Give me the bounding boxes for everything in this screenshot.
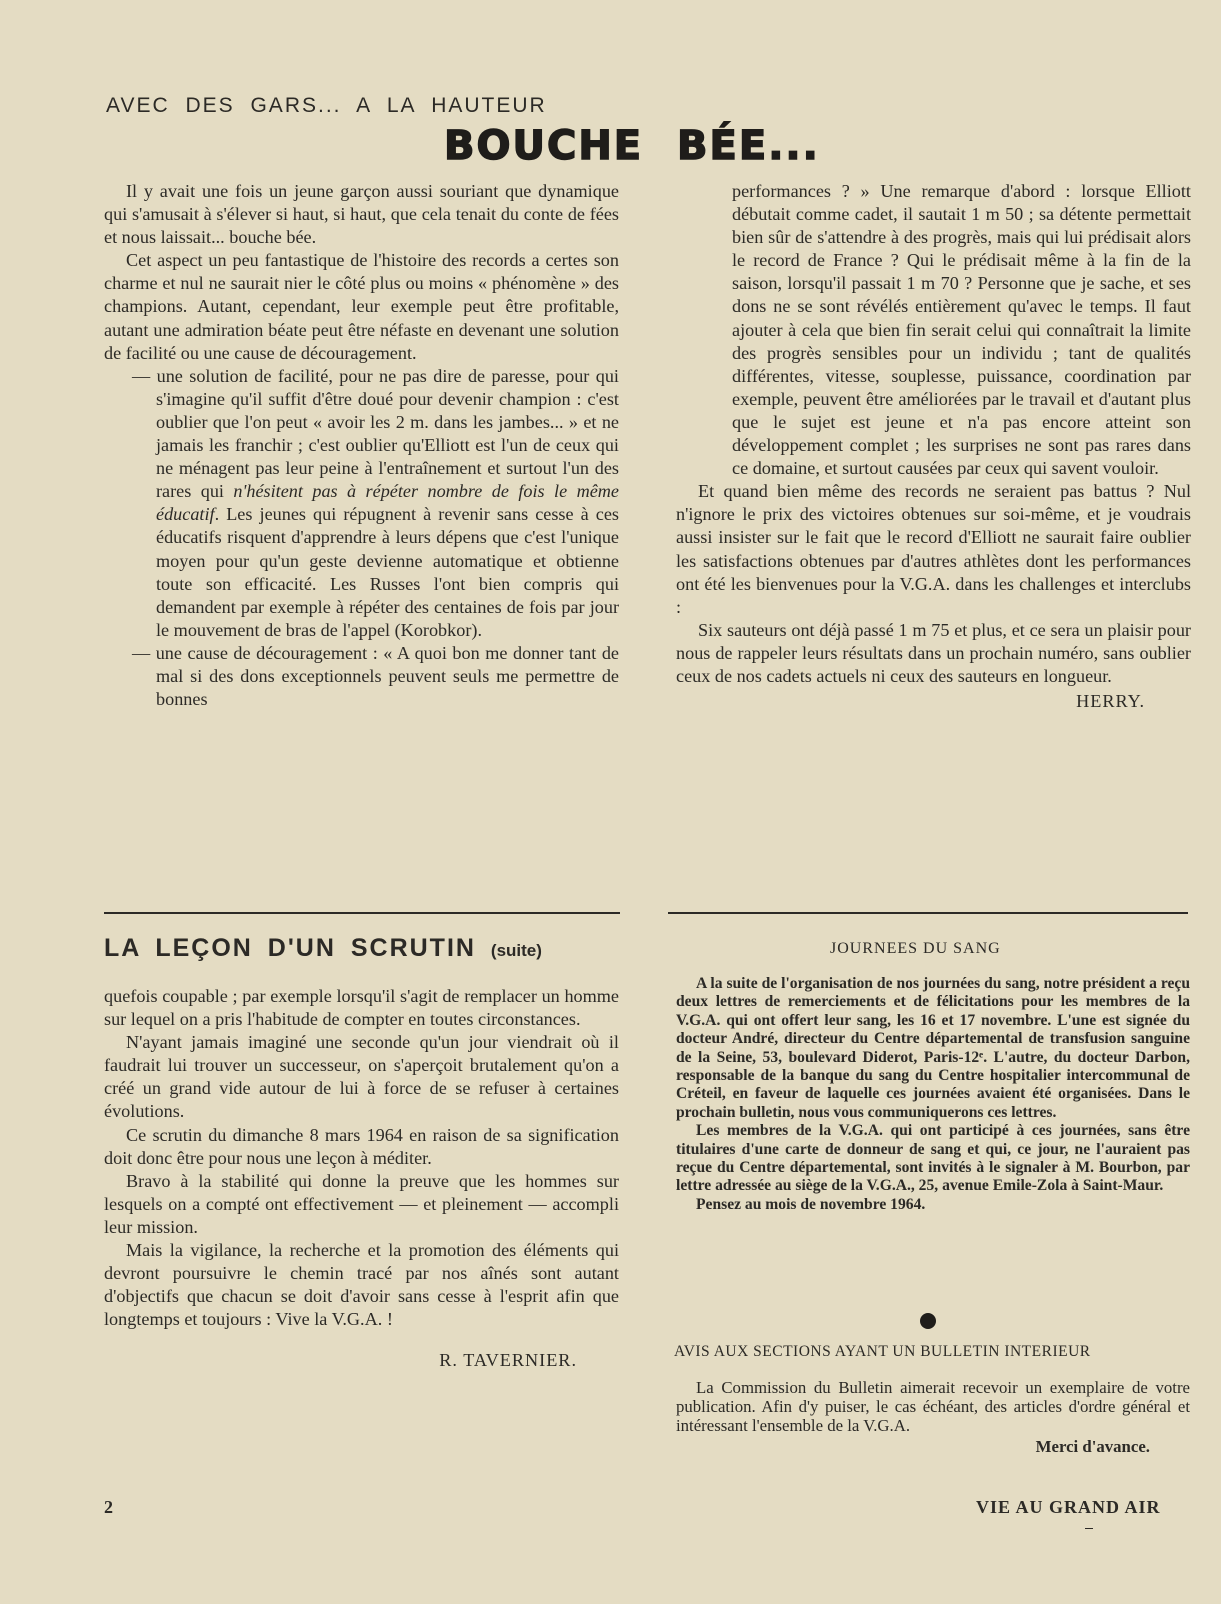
article2-signature: R. TAVERNIER. (439, 1350, 577, 1371)
article2-title: LA LEÇON D'UN SCRUTIN (suite) (104, 934, 542, 962)
article2-paragraph: quefois coupable ; par exemple lorsqu'il s'agit de remplacer un homme sur lequel on a pris l'habitude de compter en toutes circonstances. (104, 986, 619, 1030)
footer-mark (1085, 1528, 1093, 1529)
article1-paragraph: Six sauteurs ont déjà passé 1 m 75 et plus, et ce sera un plaisir pour nous de rappeler leurs résultats dans un prochain numéro, sans oublier ceux de nos cadets actuels ni ceux des sauteurs en longueur. (676, 619, 1191, 686)
section-divider (104, 912, 620, 914)
sang-paragraph: Les membres de la V.G.A. qui ont participé à ces journées, sans être titulaires d'une carte de donneur de sang et qui, ce jour, ne l'auraient pas reçue du Centre départemental, sont invités à le signaler à M. Bourbon, par lettre adressée au siège de la V.G.A., 25, avenue Emile-Zola à Saint-Maur. (676, 1122, 1190, 1195)
sang-paragraph: A la suite de l'organisation de nos journées du sang, notre président a reçu deux lettres de remerciements et de félicitations pour les membres de la V.G.A. qui ont offert leur sang, les 16 et 17 novembre. L'une est signée du docteur André, directeur du Centre départemental de transfusion sanguine de la Seine, 53, boulevard Diderot, Paris-12ᵉ. L'autre, du docteur Darbon, responsable de la banque du sang du Centre hospitalier intercommunal de Créteil, en faveur de laquelle ces journées avaient été organisées. Dans le prochain bulletin, nous vous communiquerons ces lettres. (676, 975, 1190, 1121)
separator-bullet-icon (920, 1313, 936, 1329)
article1-dash-item: — une cause de découragement : « A quoi bon me donner tant de mal si des dons exceptionnels peuvent seuls me permettre de bonnes (132, 642, 619, 710)
article1-paragraph: Cet aspect un peu fantastique de l'histoire des records a certes son charme et nul ne saurait nier le côté plus ou moins « phénomène » des champions. Autant, cependant, leur exemple peut être profitable, autant une admiration béate peut être néfaste en devenant une solution de facilité ou une cause de découragement. (104, 250, 619, 363)
article2-paragraph: N'ayant jamais imaginé une seconde qu'un jour viendrait où il faudrait lui trouver un successeur, on s'aperçoit brutalement qu'on a créé un grand vide autour de lui à force de se refuser à certaines évolutions. (104, 1032, 619, 1122)
avis-column (676, 1379, 1190, 1457)
section-divider (668, 912, 1188, 914)
article-kicker: AVEC DES GARS... A LA HAUTEUR (106, 94, 547, 117)
article1-signature: HERRY. (1076, 691, 1145, 712)
article1-paragraph: Et quand bien même des records ne seraient pas battus ? Nul n'ignore le prix des victoires obtenues sur soi-même, et je voudrais aussi insister sur le fait que le record d'Elliott ne saurait faire oublier les satisfactions obtenues par d'autres athlètes dont les performances ont été les bienvenues pour la V.G.A. dans les challenges et interclubs : (676, 481, 1191, 617)
article2-paragraph: Ce scrutin du dimanche 8 mars 1964 en raison de sa signification doit donc être pour nous une leçon à méditer. (104, 1124, 619, 1168)
sang-column (676, 975, 1190, 1214)
article1-paragraph: performances ? » Une remarque d'abord : lorsque Elliott débutait comme cadet, il sautait 1 m 50 ; sa détente permettait bien sûr de s'attendre à des progrès, mais qui lui prédisait alors le record de France ? Qui le prédisait même à la fin de la saison, lorsqu'il passait 1 m 70 ? Personne que je sache, et ses dons ne se sont révélés entièrement qu'avec le temps. Il faut ajouter à cela que bien fin serait celui qui connaîtrait la limite des progrès sensibles pour un individu ; tant de qualités différentes, vitesse, souplesse, puissance, coordination par exemple, peuvent être améliorées par le travail et d'autant plus que le sujet est jeune et n'a pas encore atteint son développement complet ; les surprises ne sont pas rares dans ce domaine, et surtout causées par ceux qui savent vouloir. (732, 181, 1191, 479)
article1-left-column (104, 180, 619, 711)
sang-paragraph: Pensez au mois de novembre 1964. (696, 1195, 926, 1213)
article2-paragraph: Bravo à la stabilité qui donne la preuve que les hommes sur lesquels on a compté ont effectivement — et pleinement — accompli leur mission. (104, 1170, 619, 1237)
article-headline: BOUCHE BÉE... (444, 123, 820, 169)
page-number: 2 (104, 1497, 113, 1517)
avis-paragraph: La Commission du Bulletin aimerait recevoir un exemplaire de votre publication. Afin d'y puiser, le cas échéant, des articles d'ordre général et intéressant l'ensemble de la V.G.A. (676, 1378, 1190, 1435)
article1-right-column (676, 180, 1191, 713)
sang-title: JOURNEES DU SANG (830, 940, 1001, 957)
article1-paragraph: Il y avait une fois un jeune garçon aussi souriant que dynamique qui s'amusait à s'élever si haut, si haut, que cela tenait du conte de fées et nous laissait... bouche bée. (104, 181, 619, 248)
avis-title: AVIS AUX SECTIONS AYANT UN BULLETIN INTERIEUR (674, 1343, 1091, 1360)
article2-paragraph: Mais la vigilance, la recherche et la promotion des éléments qui devront poursuivre le chemin tracé par nos aînés sont autant d'objectifs que chacun se doit d'avoir sans cesse à l'esprit afin que longtemps et toujours : Vive la V.G.A. ! (104, 1240, 619, 1330)
article2-column (104, 985, 619, 1373)
article1-dash-item: — une solution de facilité, pour ne pas dire de paresse, pour qui s'imagine qu'il suffit d'être doué pour devenir champion : c'est oublier que l'on peut « avoir les 2 m. dans les jambes... » et ne jamais les franchir ; c'est oublier qu'Elliott est l'un de ceux qui ne ménagent pas leur peine à l'entraînement et surtout l'un des rares qui n'hésitent pas à répéter nombre de fois le même éducatif. Les jeunes qui répugnent à revenir sans cesse à ces éducatifs risquent d'apprendre à leurs dépens que c'est l'unique moyen pour qu'un geste devienne automatique et obtienne toute son efficacité. Les Russes l'ont bien compris qui demandent par exemple à répéter des centaines de fois par jour le mouvement de bras de l'appel (Korobkor). (132, 365, 619, 640)
publication-title: VIE AU GRAND AIR (976, 1497, 1161, 1517)
avis-merci: Merci d'avance. (1035, 1437, 1150, 1457)
